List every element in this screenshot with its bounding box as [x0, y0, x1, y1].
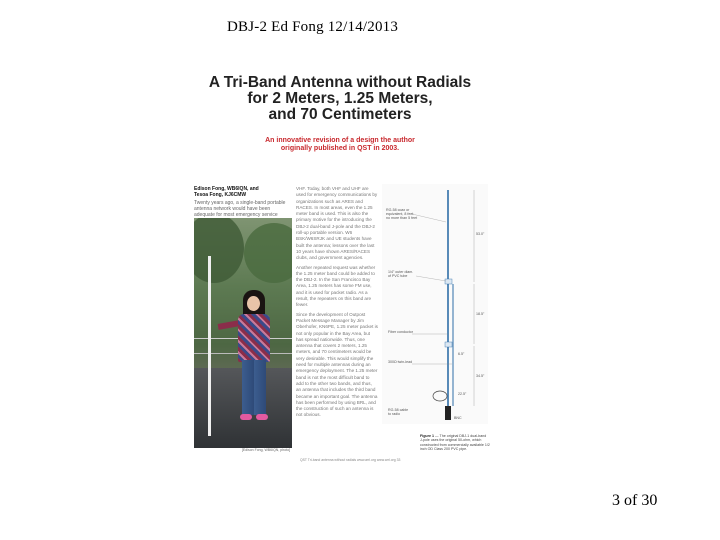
person-face: [247, 296, 260, 311]
diagram-label: 53.0": [476, 232, 485, 236]
antenna-diagram: [382, 184, 488, 424]
diagram-label: 300Ω twin-lead: [388, 360, 413, 364]
slide-number: 3 of 30: [612, 492, 658, 509]
magazine-page: [190, 60, 490, 470]
figure-caption-label: Figure 1: [420, 434, 434, 438]
article-title: A Tri-Band Antenna without Radials for 2 Meters, 1.25 Meters, and 70 Centimeters: [208, 74, 472, 123]
diagram-label: 6.5": [458, 352, 465, 356]
diagram-label: 1/4" outer diam. of PVC tube: [388, 270, 414, 279]
diagram-label: 22.5": [458, 392, 467, 396]
article-subtitle: An innovative revision of a design the author originally published in QST in 2003.: [265, 137, 415, 152]
person-shirt: [238, 314, 270, 362]
person-shoe: [240, 414, 252, 420]
tube-marker: [445, 279, 452, 284]
diagram-label: RG-58 cable to radio: [388, 408, 409, 417]
photo-credit: [Edison Fong, WB6IQN, photo]: [241, 448, 290, 452]
person-arm: [218, 320, 241, 330]
antenna-mast: [208, 256, 211, 436]
figure-caption-text: — The original DBJ-1 dual-band J-pole uses the original 50-ohm, which constructed from commercially available 1/2 inch OD Class 200 PVC pipe.: [420, 434, 490, 451]
magazine-footer: QST Tri-band antenna without radials www.arrl.org www.arrl.org 33: [300, 458, 401, 462]
tree-foliage: [244, 223, 292, 283]
leader-line: [416, 276, 446, 281]
body-paragraph: Another repeated request was whether the 1.25 meter band could be added to the DBJ-2. In the San Francisco Bay Area, 1.25 meters has some FM use, and it is used for packet radio. As a result, the repeaters on this band are fewer.: [296, 264, 376, 308]
article-lede: Twenty years ago, a single-band portable antenna network would have been adequate for most emergency service: [194, 200, 286, 218]
author-names: Edison Fong, WB6IQN, and Tesoa Fong, KJ6CMW: [194, 186, 259, 198]
figure-caption: [420, 434, 490, 451]
article-body-column: [296, 186, 378, 466]
coax-coil: [433, 391, 447, 401]
body-paragraph: VHF. Today, both VHF and UHF are used for emergency communications by organizations such as ARES and RACES. In most areas, even the 1.25 meter band is used. This is also the primary motive for the introducing the DBJ-2 dual-band J-pole and the DBJ-2 roll-up portable version. W6 BSK/W6SRJK and UE students have built the antenna; lessons over the last 10 years have shown ARES/RACES clubs, and government agencies.: [296, 186, 378, 261]
diagram-label: 18.5": [476, 312, 485, 316]
diagram-label: 34.5": [476, 374, 485, 378]
diagram-label: BNC: [454, 416, 462, 420]
tube-marker: [445, 342, 452, 347]
person-shoe: [256, 414, 268, 420]
person-jeans: [242, 360, 266, 415]
article-photo: [194, 218, 292, 448]
diagram-label: Fiber conductor: [388, 330, 413, 334]
tree-foliage: [194, 218, 244, 283]
bnc-connector: [445, 406, 451, 420]
diagram-label: RG-58 coax or equivalent, 8 feet no more than 5 feet: [386, 208, 418, 221]
slide-header: DBJ-2 Ed Fong 12/14/2013: [227, 19, 399, 35]
body-paragraph: Since the development of Outpost Packet Message Manager by Jim Oberhofer, KN6PE, 1.25 meter packet is not only popular in the Bay Area, but has spread nationwide. Thus, one antenna that covers 2 meters, 1.25 meters, and 70 centimeters would be very desirable. This would simplify the need for multiple antennas during an emergency deployment. The 1.25 meter band is not the most difficult band to add to the other two bands, and thus, an antenna that includes the third band became an important goal. The antenna has been performed by using BRL, and the construction of such an antenna is not obvious.: [296, 311, 378, 418]
